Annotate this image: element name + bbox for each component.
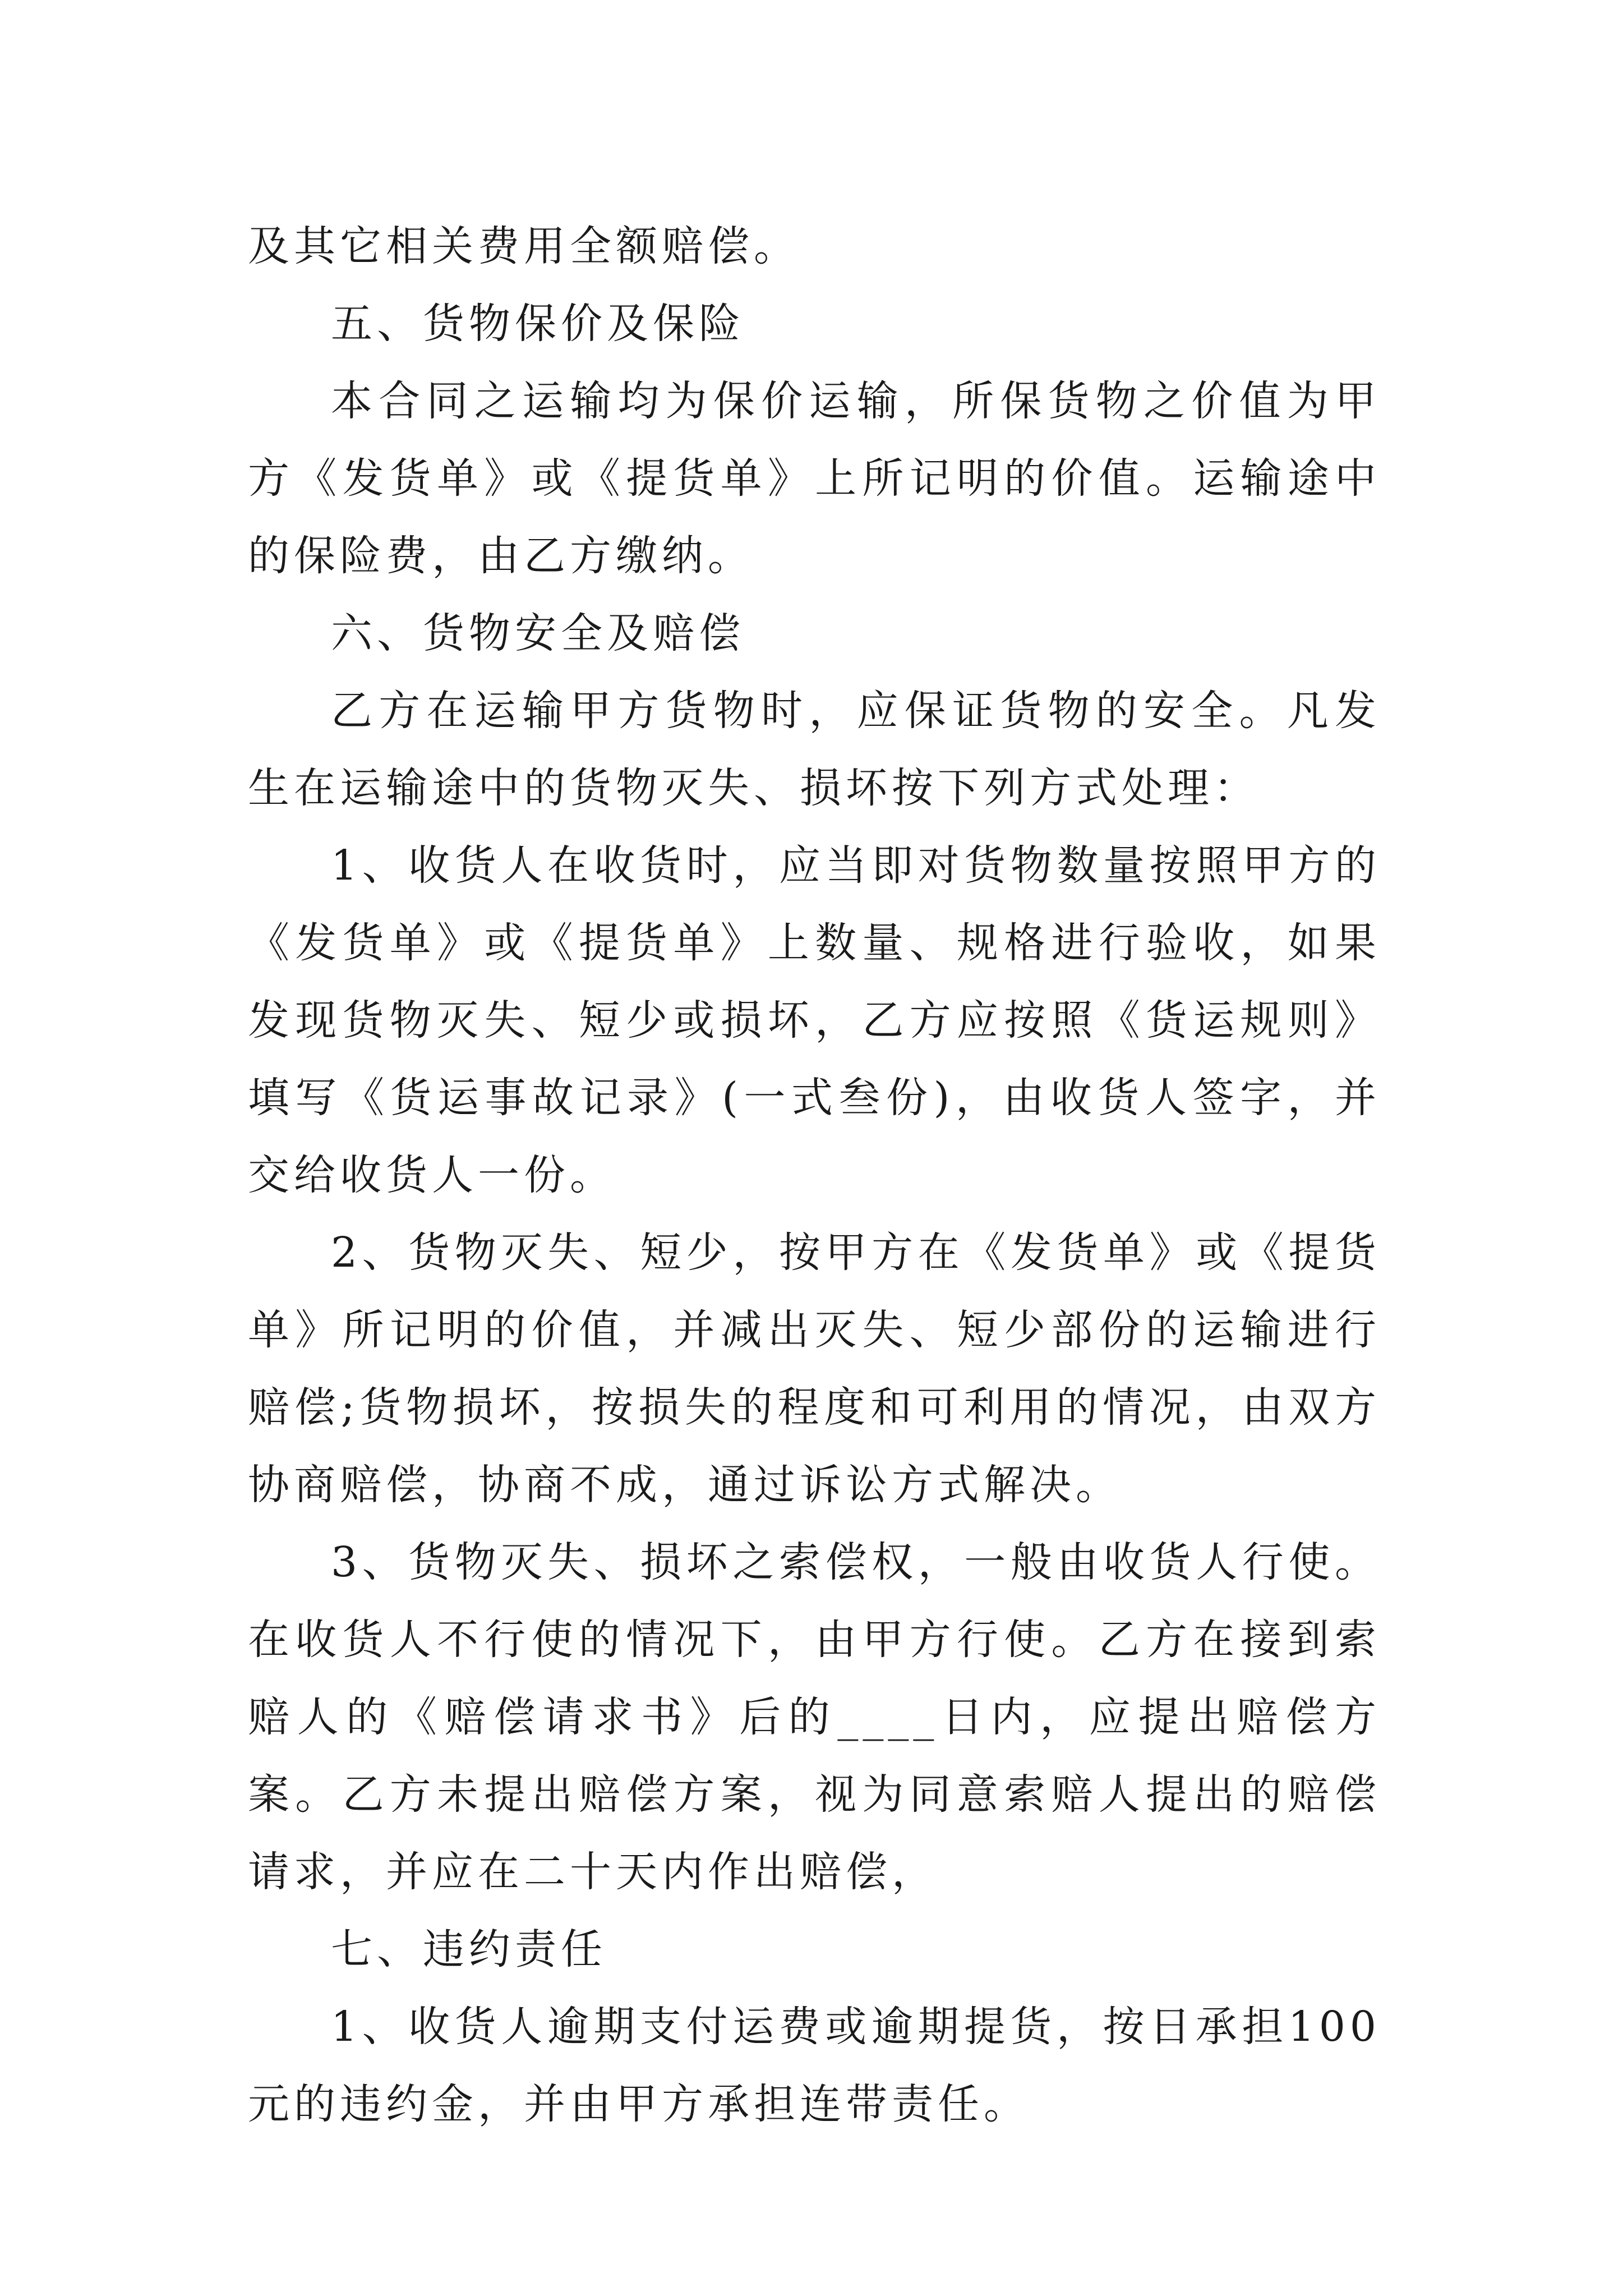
paragraph-clause-7-1: 1、收货人逾期支付运费或逾期提货，按日承担100元的违约金，并由甲方承担连带责任。	[248, 2003, 1381, 2128]
paragraph-safety-intro: 乙方在运输甲方货物时，应保证货物的安全。凡发生在运输途中的货物灭失、损坏按下列方式处理：	[248, 687, 1381, 812]
paragraph-clause-6-2: 2、货物灭失、短少，按甲方在《发货单》或《提货单》所记明的价值，并减出灭失、短少部份的运输进行赔偿;货物损坏，按损失的程度和可利用的情况，由双方协商赔偿，协商不成，通过诉讼方式解决。	[248, 1228, 1381, 1509]
section-heading-valuation-insurance: 五、货物保价及保险	[331, 300, 745, 348]
section-heading-safety-compensation: 六、货物安全及赔偿	[331, 609, 745, 657]
paragraph-clause-6-1: 1、收货人在收货时，应当即对货物数量按照甲方的《发货单》或《提货单》上数量、规格进行验收，如果发现货物灭失、短少或损坏，乙方应按照《货运规则》填写《货运事故记录》(一式叁份)，由收货人签字，并交给收货人一份。	[248, 841, 1381, 1199]
paragraph-clause-6-3: 3、货物灭失、损坏之索偿权，一般由收货人行使。在收货人不行使的情况下，由甲方行使。乙方在接到索赔人的《赔偿请求书》后的____日内，应提出赔偿方案。乙方未提出赔偿方案，视为同意索赔人提出的赔偿请求，并应在二十天内作出赔偿，	[248, 1538, 1381, 1896]
paragraph-valuation-insurance: 本合同之运输均为保价运输，所保货物之价值为甲方《发货单》或《提货单》上所记明的价值。运输途中的保险费，由乙方缴纳。	[248, 377, 1381, 580]
document-body	[248, 208, 1381, 2143]
section-heading-breach-liability: 七、违约责任	[331, 1925, 607, 1973]
paragraph-compensation-tail: 及其它相关费用全额赔偿。	[248, 222, 800, 270]
